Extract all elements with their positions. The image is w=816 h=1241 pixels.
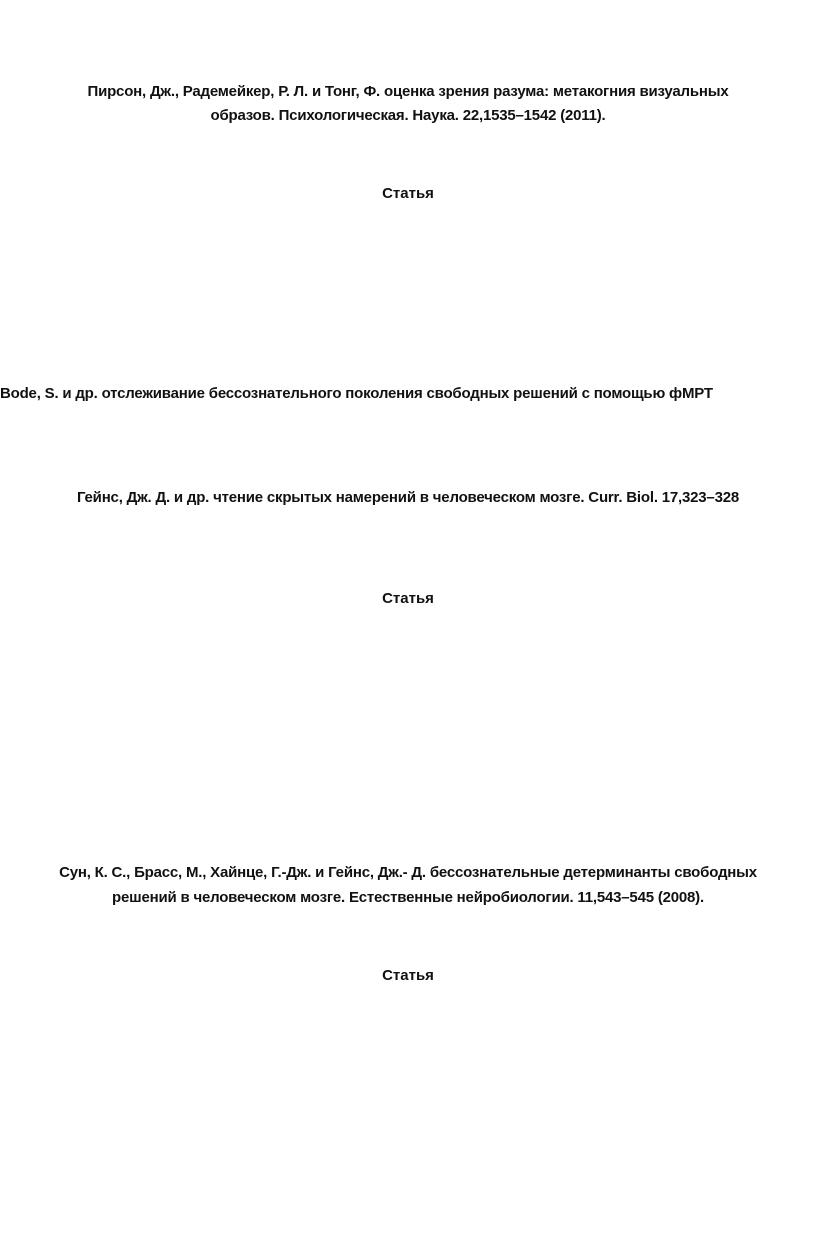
- reference-4-article-link[interactable]: Статья: [382, 967, 434, 984]
- reference-4-line-1: Сун, К. С., Брасс, М., Хайнце, Г.-Дж. и Гейнс, Дж.- Д. бессознательные детерминанты свободных: [59, 864, 757, 881]
- reference-1-line-2: образов. Психологическая. Наука. 22,1535–1542 (2011).: [210, 107, 606, 124]
- reference-3-line-1: Гейнс, Дж. Д. и др. чтение скрытых намерений в человеческом мозге. Curr. Biol. 17,323–328: [76, 489, 739, 506]
- reference-2-line-1: Bode, S. и др. отслеживание бессознательного поколения свободных решений с помощью фМРТ: [0, 385, 713, 402]
- reference-1-line-1: Пирсон, Дж., Радемейкер, Р. Л. и Тонг, Ф. оценка зрения разума: метакогния визуальных: [87, 83, 729, 100]
- reference-4-line-2: решений в человеческом мозге. Естественные нейробиологии. 11,543–545 (2008).: [112, 889, 704, 906]
- reference-1-article-link[interactable]: Статья: [382, 185, 434, 202]
- reference-3-article-link[interactable]: Статья: [382, 590, 434, 607]
